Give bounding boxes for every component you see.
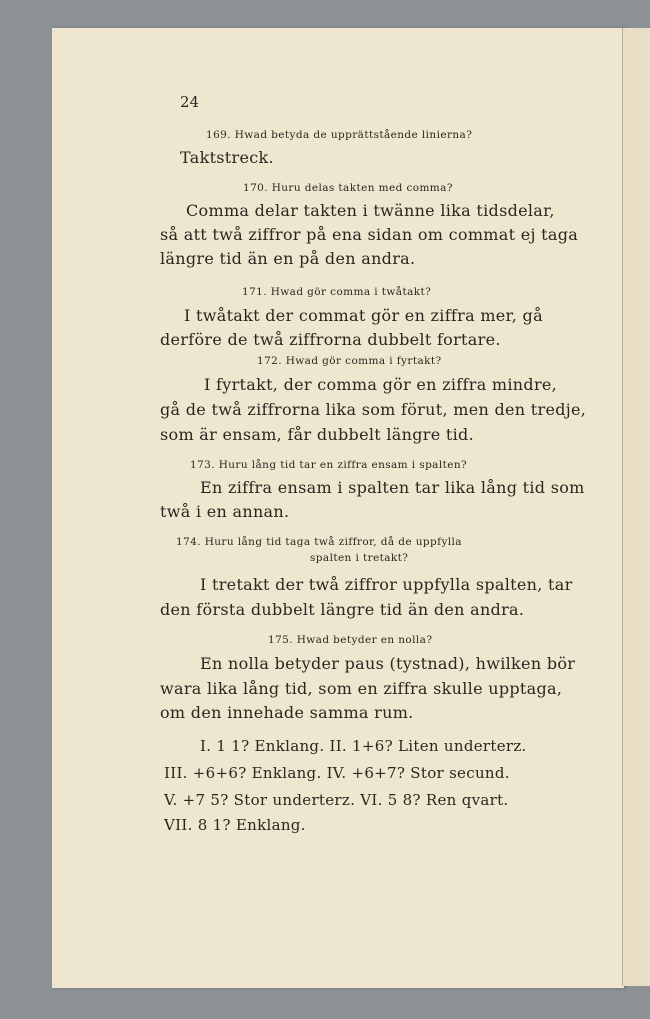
answer-175-line-1: En nolla betyder paus (tystnad), hwilken bör	[200, 654, 576, 673]
answer-169-line-1: Taktstreck.	[180, 148, 274, 167]
page-number: 24	[180, 93, 200, 111]
interval-row-4: VII. 8 1? Enklang.	[164, 816, 306, 834]
question-175: 175. Hwad betyder en nolla?	[268, 634, 433, 646]
answer-170-line-1: Comma delar takten i twänne lika tidsdelar,	[186, 201, 555, 220]
book-page	[52, 28, 624, 988]
answer-172-line-1: I fyrtakt, der comma gör en ziffra mindre,	[204, 375, 558, 394]
question-170: 170. Huru delas takten med comma?	[243, 182, 453, 194]
answer-172-line-3: som är ensam, får dubbelt längre tid.	[160, 425, 474, 444]
answer-175-line-3: om den innehade samma rum.	[160, 703, 414, 722]
answer-173-line-2: twå i en annan.	[160, 502, 290, 521]
interval-row-3: V. +7 5? Stor underterz. VI. 5 8? Ren qvart.	[164, 791, 509, 809]
answer-171-line-1: I twåtakt der commat gör en ziffra mer, gå	[184, 306, 543, 325]
answer-171-line-2: derföre de twå ziffrorna dubbelt fortare.	[160, 330, 501, 349]
interval-row-1: I. 1 1? Enklang. II. 1+6? Liten underterz.	[200, 737, 527, 755]
answer-170-line-3: längre tid än en på den andra.	[160, 249, 416, 268]
next-page-edge	[622, 28, 650, 986]
question-172: 172. Hwad gör comma i fyrtakt?	[257, 355, 442, 367]
question-169: 169. Hwad betyda de upprättstående linierna?	[206, 129, 473, 141]
answer-170-line-2: så att twå ziffror på ena sidan om commat ej taga	[160, 225, 579, 244]
answer-175-line-2: wara lika lång tid, som en ziffra skulle upptaga,	[160, 679, 563, 698]
answer-172-line-2: gå de twå ziffrorna lika som förut, men den tredje,	[160, 400, 587, 419]
question-173: 173. Huru lång tid tar en ziffra ensam i spalten?	[190, 459, 468, 471]
question-174: 174. Huru lång tid taga twå ziffror, då de uppfylla	[176, 536, 462, 548]
answer-173-line-1: En ziffra ensam i spalten tar lika lång tid som	[200, 478, 585, 497]
answer-174-line-1: I tretakt der twå ziffror uppfylla spalten, tar	[200, 575, 573, 594]
question-174-cont: spalten i tretakt?	[310, 552, 409, 564]
question-171: 171. Hwad gör comma i twåtakt?	[242, 286, 432, 298]
interval-row-2: III. +6+6? Enklang. IV. +6+7? Stor secund.	[164, 764, 510, 782]
answer-174-line-2: den första dubbelt längre tid än den andra.	[160, 600, 525, 619]
